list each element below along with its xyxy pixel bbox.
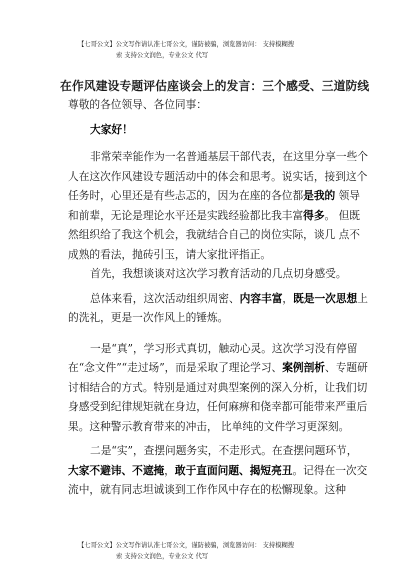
emphasis-text: 大家不避讳、不遮掩 [68, 463, 165, 477]
paragraph-text: 一是“真”，学习形式真切，触动心灵。这次学习没有停留在“念文件”“走过场”，而是采取了理论学习、 [68, 341, 358, 374]
banner-line: 索 支持公文润色，专业公文 代写 [116, 553, 209, 560]
paragraph-text: ， [282, 291, 294, 305]
salutation: 尊敬的各位领导、各位同事： [68, 98, 207, 111]
emphasis-text: 得多 [303, 208, 325, 222]
paragraph [68, 339, 368, 437]
document-body [68, 95, 368, 500]
paragraph-text: 。记得在一次交流中，就有同志坦诚谈到工作作风中存在的松懈现象。这种 [68, 463, 368, 496]
emphasis-text: 是我的 [303, 189, 336, 202]
banner-line: 索 支持公文润色，专业公文 代写 [116, 52, 209, 59]
header-banner [78, 39, 378, 61]
footer-banner [78, 540, 378, 562]
banner-line: 【七哥公文】公文写作请认准七哥公文，谨防被骗，浏览器访问： 支持模糊搜 [78, 41, 295, 48]
paragraph: 首先，我想谈谈对这次学习教育活动的几点切身感受。 [90, 267, 347, 280]
paragraph [68, 289, 368, 328]
paragraph-text: 非常荣幸能作为一名普通基层干部代表，在这里分享一些个人在这次作风建设专题活动中的体会和思考。说实话，接到这个任务时，心里还是有些忐忑的，因为在座的各位都 [68, 150, 368, 202]
emphasis-text: 内容丰富 [239, 291, 283, 305]
greeting [68, 120, 368, 140]
emphasis-text: 案例剖析 [282, 361, 325, 374]
emphasis-text: 敢于直面问题、揭短亮丑 [174, 463, 293, 477]
paragraph [68, 441, 368, 500]
document-title: 在作风建设专题评估座谈会上的发言：三个感受、三道防线 [60, 79, 370, 93]
emphasis-text: 既是一次思想 [293, 291, 358, 305]
paragraph-text: 上的洗礼，更是一次作风上的锤炼。 [68, 291, 368, 324]
paragraph-text: 二是“实”，查摆问题务实，不走形式。在查摆问题环节， [90, 444, 358, 457]
paragraph-text: 、专题研讨相结合的方式。特别是通过对典型案例的深入分析，让我们切身感受到纪律规矩就在身边，任何麻痹和侥幸都可能带来严重后果。这种警示教育带来的冲击， 比单纯的文件学习更深刻。 [68, 361, 368, 433]
paragraph-text: 总体来看，这次活动组织周密、 [90, 291, 240, 305]
paragraph [68, 147, 368, 264]
paragraph-text: 。 但既然组织给了我这个机会，我就结合自己的岗位实际，谈几 点不成熟的看法，抛砖引玉，请大家批评指正。 [68, 208, 360, 261]
paragraph-text: ， [164, 463, 175, 477]
greeting-text: 大家好！ [90, 122, 133, 136]
paragraph-text: 领导和前辈，无论是理论水平还是实践经验都比我丰富 [68, 189, 360, 222]
banner-line: 【七哥公文】公文写作请认准七哥公文，谨防被骗，浏览器访问： 支持模糊搜 [78, 542, 295, 549]
